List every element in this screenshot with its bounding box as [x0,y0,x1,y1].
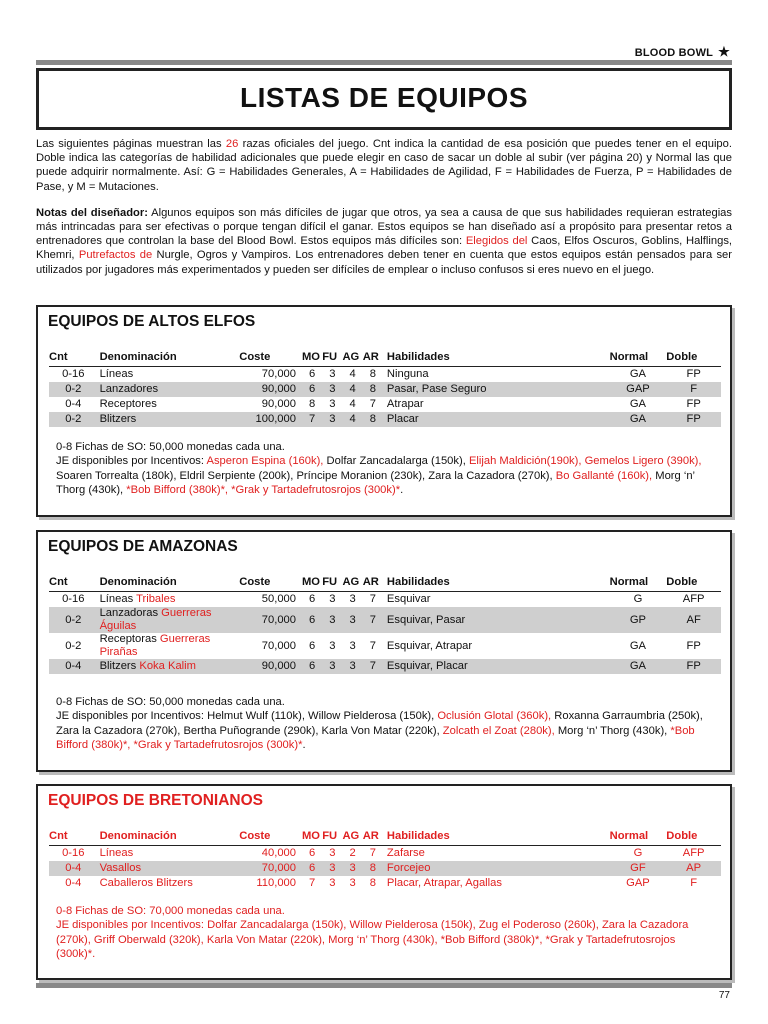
col-double: Doble [666,573,721,592]
table-row: 0-4 Receptores 90,000 8 3 4 7 Atrapar GA FP [65,398,701,410]
table-row: 0-2 Receptoras Guerreras Pirañas 70,000 6 3 3 7 Esquivar, Atrapar GA FP [65,633,701,658]
rerolls-text: 0-8 Fichas de SO: 70,000 monedas cada una. [56,905,285,917]
col-double: Doble [666,348,721,367]
team-notes [56,904,716,962]
col-name: Denominación [98,573,240,592]
col-name: Denominación [98,348,240,367]
team-notes [56,440,716,498]
team-title: EQUIPOS DE ALTOS ELFOS [48,313,256,330]
table-row: 0-4 Caballeros Blitzers 110,000 7 3 3 8 Placar, Atrapar, Agallas GAP F [65,877,698,889]
table-row: 0-16 Líneas Tribales 50,000 6 3 3 7 Esquivar G AFP [62,593,705,605]
top-rule [36,60,732,65]
roster-table [49,573,721,674]
col-cnt: Cnt [49,348,98,367]
col-skills: Habilidades [383,827,610,846]
team-box-altos-elfos [36,305,732,517]
header-brand [635,44,730,60]
designer-notes: Notas del diseñador: Algunos equipos son más difíciles de jugar que otros, ya sea a causa de que sus habilidades requieran estrategias más intrincadas para ser efectivas o porque tengan difícil el ganar. Estos equipos se han diseñado así a propósito para presentar retos a entrenadores que controlan la base del Blood Bowl. Estos equipos más difíciles son: Elegidos del Caos, Elfos Oscuros, Goblins, Halflings, Khemri, Putrefactos de Nurgle, Ogros y Vampiros. Los entrenadores deben tener en cuenta que estos equipos están pensados para ser utilizados por jugadores más experimentados y pueden ser difíciles de emplear o incluso confusos si eres nuevo en el juego. [36,206,733,276]
col-ag: AG [342,827,362,846]
team-title: EQUIPOS DE AMAZONAS [48,538,238,555]
col-normal: Normal [610,348,667,367]
table-row: 0-4 Blitzers Koka Kalim 90,000 6 3 3 7 Esquivar, Placar GA FP [49,659,721,674]
col-cost: Coste [239,573,302,592]
col-skills: Habilidades [383,348,610,367]
col-normal: Normal [610,573,667,592]
col-ag: AG [342,573,362,592]
team-title: EQUIPOS DE BRETONIANOS [48,792,264,809]
roster-table [49,827,721,891]
col-mo: MO [302,348,322,367]
col-ar: AR [363,827,383,846]
col-cnt: Cnt [49,827,98,846]
col-ar: AR [363,573,383,592]
table-row: 0-16 Líneas 70,000 6 3 4 8 Ninguna GA FP [62,368,701,380]
col-fu: FU [322,827,342,846]
intro-text [36,137,732,289]
col-ar: AR [363,348,383,367]
intro-paragraph-1: Las siguientes páginas muestran las 26 razas oficiales del juego. Cnt indica la cantidad de esa posición que puedes tener en el equipo. Doble indica las categorías de habilidad adicionales que puede elegir en caso de sacar un doble al subir (ver página 20) y Normal las que puede adquirir normalmente. Así: G = Habilidades Generales, A = Habilidades de Agilidad, F = Habilidades de Fuerza, P = Habilidades de Pase, y M = Mutaciones. [36,138,732,193]
table-header [49,573,721,592]
table-row: 0-4 Vasallos 70,000 6 3 3 8 Forcejeo GF AP [49,861,721,876]
star-players-text: JE disponibles por Incentivos: Helmut Wulf (110k), Willow Pielderosa (150k), Oclusión Glotal (360k), Roxanna Garraumbria (250k), Zara la Cazadora (270k), Bertha Puñogrande (290k), Karla Von Matar (220k), Zolcath el Zoat (280k), Morg ‘n’ Thorg (430k), *Bob Bifford (380k)*, *Grak y Tartadefrutosrojos (300k)*. [56,710,703,752]
table-row: 0-2 Lanzadoras Guerreras Águilas 70,000 6 3 3 7 Esquivar, Pasar GP AF [49,607,721,633]
col-ag: AG [342,348,362,367]
page-title: LISTAS DE EQUIPOS [239,82,529,113]
col-cnt: Cnt [49,573,98,592]
col-fu: FU [322,348,342,367]
col-skills: Habilidades [383,573,610,592]
star-players-text: JE disponibles por Incentivos: Dolfar Zancadalarga (150k), Willow Pielderosa (150k), Zug el Poderoso (260k), Zara la Cazadora (270k), Griff Oberwald (320k), Karla Von Matar (220k), Morg ‘n’ Thorg (430k), *Bob Bifford (380k)*, *Grak y Tartadefrutosrojos (300k)*. [56,919,689,961]
roster-table [49,348,721,427]
col-mo: MO [302,573,322,592]
page-number: 77 [718,990,730,1001]
table-row: 0-2 Blitzers 100,000 7 3 4 8 Placar GA FP [49,412,721,427]
star-icon: ★ [718,44,730,59]
table-row: 0-16 Líneas 40,000 6 3 2 7 Zafarse G AFP [62,847,705,859]
rerolls-text: 0-8 Fichas de SO: 50,000 monedas cada una. [56,696,285,708]
col-cost: Coste [239,827,302,846]
table-row: 0-2 Lanzadores 90,000 6 3 4 8 Pasar, Pase Seguro GAP F [49,382,721,397]
table-header [49,827,721,846]
col-cost: Coste [239,348,302,367]
star-players-text: JE disponibles por Incentivos: Asperon Espina (160k), Dolfar Zancadalarga (150k), Elijah Maldición(190k), Gemelos Ligero (390k), Soaren Torrealta (180k), Eldril Serpiente (200k), Príncipe Moranion (230k), Zara la Cazadora (270k), Bo Gallanté (160k), Morg ‘n’ Thorg (430k), *Bob Bifford (380k)*, *Grak y Tartadefrutosrojos (300k)*. [56,455,702,497]
team-box-bretonianos [36,784,732,980]
bottom-rule [36,983,732,988]
col-normal: Normal [610,827,667,846]
col-fu: FU [322,573,342,592]
team-notes [56,695,716,753]
col-double: Doble [666,827,721,846]
col-mo: MO [302,827,322,846]
rerolls-text: 0-8 Fichas de SO: 50,000 monedas cada una. [56,441,285,453]
table-header [49,348,721,367]
col-name: Denominación [98,827,240,846]
brand-label: BLOOD BOWL [634,47,713,59]
team-box-amazonas [36,530,732,772]
